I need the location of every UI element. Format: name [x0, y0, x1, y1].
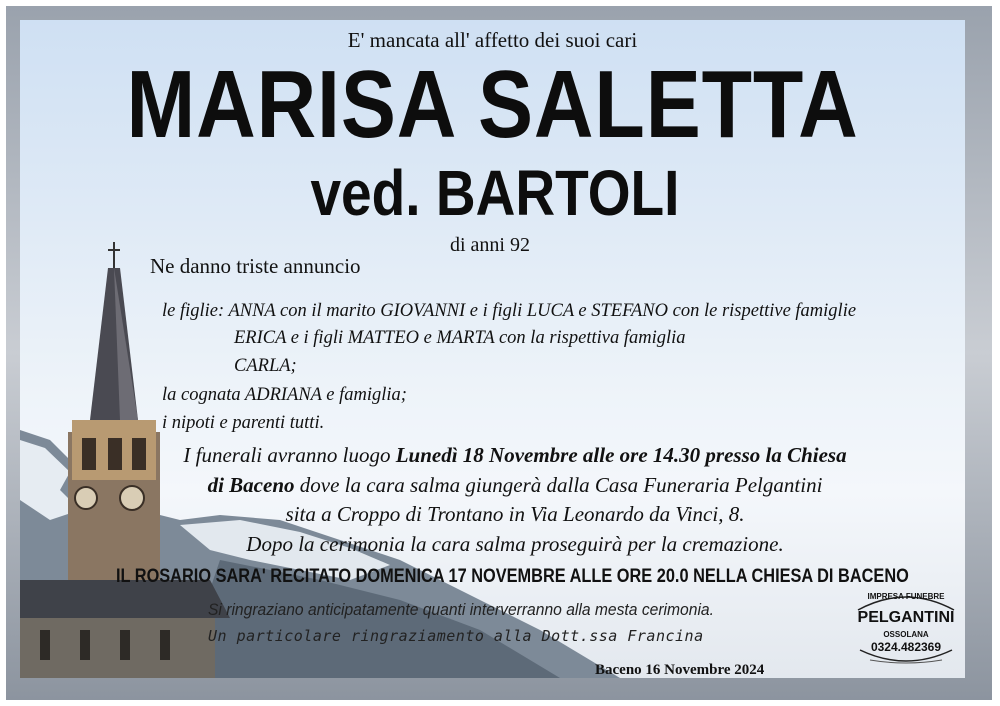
funeral-line-4: Dopo la cerimonia la cara salma proseguirà per la cremazione.	[246, 532, 784, 556]
deceased-name: MARISA SALETTA	[126, 51, 859, 158]
logo-name: PELGANTINI	[857, 609, 955, 626]
funeral-church: di Baceno	[207, 473, 295, 497]
logo-phone: 0324.482369	[870, 640, 942, 654]
relatives-line-5: i nipoti e parenti tutti.	[162, 413, 325, 433]
funeral-line-2-text: dove la cara salma giungerà dalla Casa Funeraria Pelgantini	[294, 473, 823, 497]
relatives-line-4: la cognata ADRIANA e famiglia;	[162, 385, 407, 405]
age: di anni 92	[450, 234, 530, 256]
widow-of: ved. BARTOLI	[310, 157, 680, 229]
relatives-line-3: CARLA;	[234, 356, 297, 376]
relatives-line-2: ERICA e i figli MATTEO e MARTA con la rispettiva famiglia	[234, 328, 686, 348]
announce-line: Ne danno triste annuncio	[150, 254, 361, 278]
special-thanks-line: Un particolare ringraziamento alla Dott.ssa Francina	[208, 627, 704, 645]
clock-face-left	[75, 487, 97, 509]
funeral-line-2	[120, 473, 910, 498]
funeral-line-3: sita a Croppo di Trontano in Via Leonardo da Vinci, 8.	[285, 502, 745, 526]
thanks-line: Si ringraziano anticipatamente quanti interverranno alla mesta cerimonia.	[208, 600, 714, 619]
funeral-line-1	[120, 443, 910, 468]
funeral-home-logo	[850, 588, 962, 672]
rosary-notice: IL ROSARIO SARA' RECITATO DOMENICA 17 NOVEMBRE ALLE ORE 20.0 NELLA CHIESA DI BACENO	[116, 566, 909, 587]
place-date: Baceno 16 Novembre 2024	[595, 662, 765, 678]
relatives-line-1: le figlie: ANNA con il marito GIOVANNI e i figli LUCA e STEFANO con le rispettive famiglie	[162, 301, 857, 321]
funeral-date-time: Lunedì 18 Novembre alle ore 14.30 presso la Chiesa	[395, 443, 847, 467]
funeral-line-1-text: I funerali avranno luogo	[183, 443, 396, 467]
obituary-panel	[20, 20, 965, 678]
logo-sub: OSSOLANA	[883, 630, 929, 639]
intro-line: E' mancata all' affetto dei suoi cari	[347, 28, 638, 52]
logo-top: IMPRESA FUNEBRE	[867, 592, 945, 601]
